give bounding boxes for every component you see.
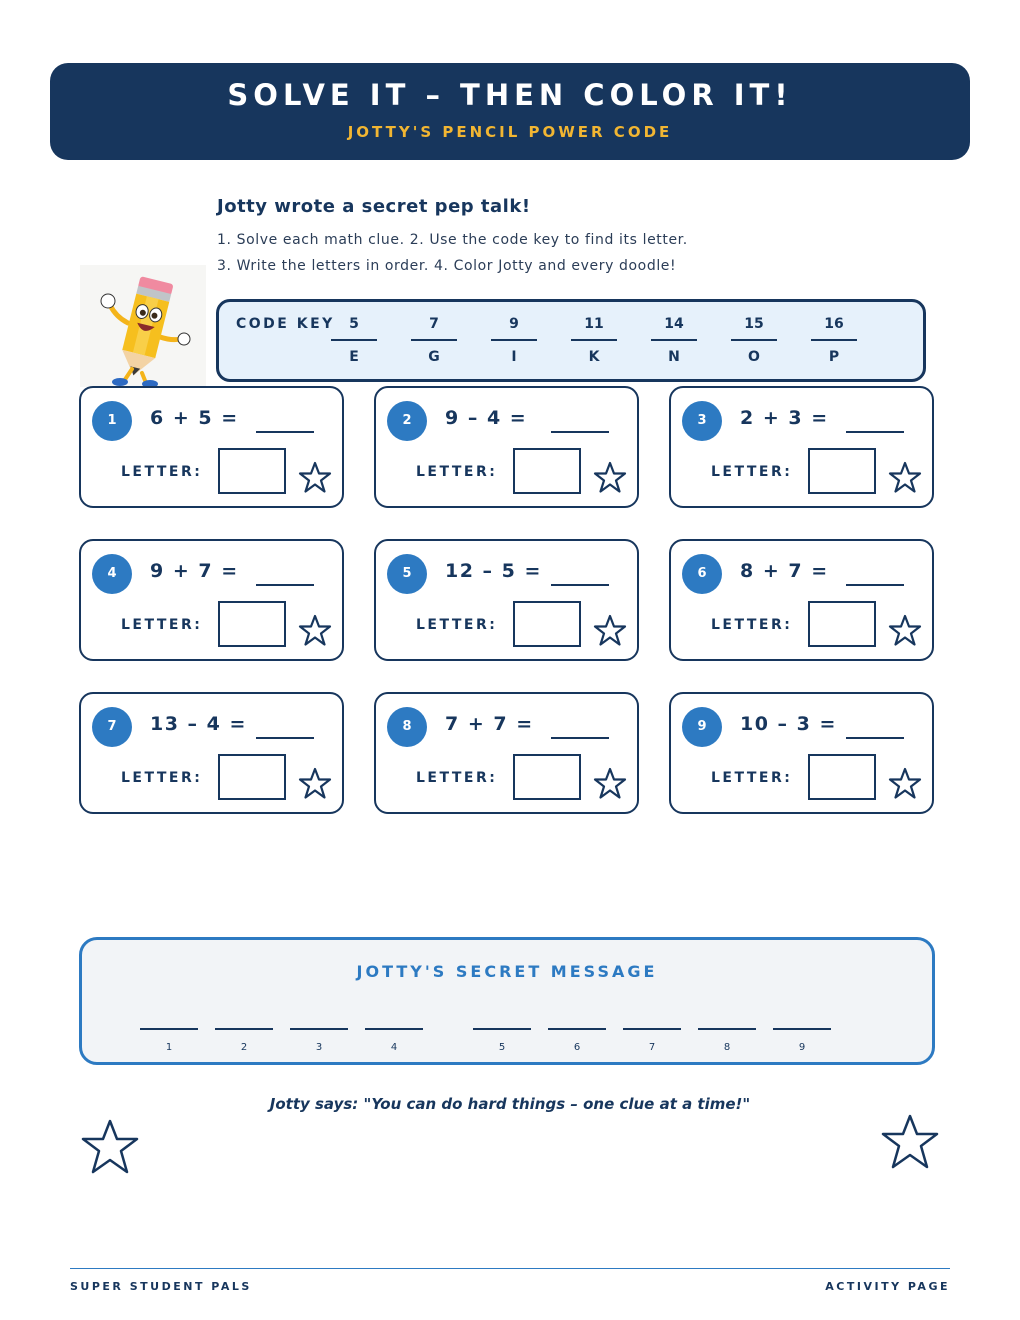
math-problem: 6 + 5 = bbox=[150, 407, 239, 429]
code-key-divider bbox=[491, 339, 537, 341]
code-key-number: 9 bbox=[509, 316, 519, 332]
slot-number: 5 bbox=[498, 1042, 506, 1053]
pencil-mascot-icon bbox=[80, 265, 206, 387]
math-problem: 13 – 4 = bbox=[150, 713, 247, 735]
star-icon[interactable] bbox=[80, 1118, 140, 1176]
letter-answer-box[interactable] bbox=[513, 601, 581, 647]
problem-card bbox=[374, 386, 639, 508]
letter-answer-box[interactable] bbox=[808, 754, 876, 800]
slot-number: 1 bbox=[165, 1042, 173, 1053]
problem-number-badge: 2 bbox=[387, 401, 427, 441]
slot-number: 6 bbox=[573, 1042, 581, 1053]
problem-card bbox=[669, 539, 934, 661]
code-key-divider bbox=[651, 339, 697, 341]
problem-card bbox=[669, 386, 934, 508]
star-icon[interactable] bbox=[298, 767, 332, 800]
letter-label: LETTER: bbox=[416, 617, 498, 633]
star-icon[interactable] bbox=[298, 614, 332, 647]
problem-card bbox=[79, 539, 344, 661]
message-slot[interactable] bbox=[548, 1028, 606, 1054]
page-subtitle: JOTTY'S PENCIL POWER CODE bbox=[347, 123, 673, 141]
code-key-letter: K bbox=[588, 349, 600, 365]
letter-answer-box[interactable] bbox=[218, 601, 286, 647]
code-key-entry bbox=[731, 315, 777, 366]
letter-answer-box[interactable] bbox=[218, 754, 286, 800]
code-key-letter: N bbox=[668, 349, 680, 365]
answer-blank[interactable] bbox=[256, 584, 314, 586]
slot-number: 8 bbox=[723, 1042, 731, 1053]
answer-blank[interactable] bbox=[256, 737, 314, 739]
answer-blank[interactable] bbox=[551, 737, 609, 739]
star-icon[interactable] bbox=[593, 767, 627, 800]
intro-title: Jotty wrote a secret pep talk! bbox=[217, 196, 531, 217]
answer-blank[interactable] bbox=[846, 584, 904, 586]
code-key-letter: O bbox=[748, 349, 760, 365]
letter-answer-box[interactable] bbox=[218, 448, 286, 494]
star-icon[interactable] bbox=[888, 767, 922, 800]
math-problem: 9 + 7 = bbox=[150, 560, 239, 582]
problem-card bbox=[79, 386, 344, 508]
letter-label: LETTER: bbox=[711, 464, 793, 480]
code-key-entry bbox=[491, 315, 537, 366]
code-key-divider bbox=[571, 339, 617, 341]
message-slot[interactable] bbox=[140, 1028, 198, 1054]
code-key-label: CODE KEY bbox=[236, 316, 335, 332]
problem-card bbox=[374, 539, 639, 661]
letter-answer-box[interactable] bbox=[513, 754, 581, 800]
problem-number-badge: 4 bbox=[92, 554, 132, 594]
star-icon[interactable] bbox=[593, 614, 627, 647]
math-problem: 12 – 5 = bbox=[445, 560, 542, 582]
code-key-number: 5 bbox=[349, 316, 359, 332]
instruction-line-2: 3. Write the letters in order. 4. Color Jotty and every doodle! bbox=[217, 258, 677, 274]
letter-answer-box[interactable] bbox=[808, 601, 876, 647]
code-key-number: 7 bbox=[429, 316, 439, 332]
math-problem: 10 – 3 = bbox=[740, 713, 837, 735]
star-icon[interactable] bbox=[880, 1113, 940, 1171]
code-key bbox=[216, 299, 926, 382]
code-key-letter: I bbox=[511, 349, 517, 365]
jotty-quote: Jotty says: "You can do hard things – one clue at a time!" bbox=[269, 1095, 751, 1113]
letter-label: LETTER: bbox=[416, 464, 498, 480]
code-key-entry bbox=[811, 315, 857, 366]
slot-number: 4 bbox=[390, 1042, 398, 1053]
math-problem: 2 + 3 = bbox=[740, 407, 829, 429]
code-key-number: 11 bbox=[584, 316, 604, 332]
problem-number-badge: 5 bbox=[387, 554, 427, 594]
message-slot[interactable] bbox=[290, 1028, 348, 1054]
code-key-letter: G bbox=[428, 349, 440, 365]
slot-number: 7 bbox=[648, 1042, 656, 1053]
footer-page-label: ACTIVITY PAGE bbox=[825, 1280, 950, 1293]
letter-label: LETTER: bbox=[711, 617, 793, 633]
problem-number-badge: 7 bbox=[92, 707, 132, 747]
star-icon[interactable] bbox=[593, 461, 627, 494]
code-key-number: 14 bbox=[664, 316, 684, 332]
star-icon[interactable] bbox=[888, 461, 922, 494]
code-key-entry bbox=[571, 315, 617, 366]
title-banner bbox=[50, 63, 970, 160]
letter-answer-box[interactable] bbox=[808, 448, 876, 494]
secret-message-panel bbox=[79, 937, 935, 1065]
code-key-entry bbox=[651, 315, 697, 366]
math-problem: 9 – 4 = bbox=[445, 407, 528, 429]
answer-blank[interactable] bbox=[846, 431, 904, 433]
code-key-divider bbox=[331, 339, 377, 341]
problem-number-badge: 6 bbox=[682, 554, 722, 594]
letter-answer-box[interactable] bbox=[513, 448, 581, 494]
code-key-number: 15 bbox=[744, 316, 764, 332]
answer-blank[interactable] bbox=[551, 584, 609, 586]
problem-number-badge: 3 bbox=[682, 401, 722, 441]
problem-number-badge: 1 bbox=[92, 401, 132, 441]
message-slot[interactable] bbox=[215, 1028, 273, 1054]
message-slot[interactable] bbox=[623, 1028, 681, 1054]
answer-blank[interactable] bbox=[846, 737, 904, 739]
footer-brand: SUPER STUDENT PALS bbox=[70, 1280, 252, 1293]
letter-label: LETTER: bbox=[121, 770, 203, 786]
instruction-line-1: 1. Solve each math clue. 2. Use the code key to find its letter. bbox=[217, 232, 688, 248]
letter-label: LETTER: bbox=[416, 770, 498, 786]
letter-label: LETTER: bbox=[121, 617, 203, 633]
code-key-number: 16 bbox=[824, 316, 844, 332]
slot-number: 3 bbox=[315, 1042, 323, 1053]
message-slot[interactable] bbox=[773, 1028, 831, 1054]
message-slot[interactable] bbox=[698, 1028, 756, 1054]
footer-divider bbox=[70, 1268, 950, 1269]
slot-number: 2 bbox=[240, 1042, 248, 1053]
code-key-letter: E bbox=[349, 349, 359, 365]
star-icon[interactable] bbox=[888, 614, 922, 647]
problem-card bbox=[669, 692, 934, 814]
code-key-divider bbox=[411, 339, 457, 341]
problem-card bbox=[79, 692, 344, 814]
code-key-divider bbox=[731, 339, 777, 341]
answer-blank[interactable] bbox=[256, 431, 314, 433]
secret-message-title: JOTTY'S SECRET MESSAGE bbox=[356, 962, 658, 981]
page-title: SOLVE IT – THEN COLOR IT! bbox=[227, 78, 793, 112]
letter-label: LETTER: bbox=[121, 464, 203, 480]
code-key-entry bbox=[411, 315, 457, 366]
problem-card bbox=[374, 692, 639, 814]
slot-number: 9 bbox=[798, 1042, 806, 1053]
problem-number-badge: 8 bbox=[387, 707, 427, 747]
code-key-entry bbox=[331, 315, 377, 366]
code-key-letter: P bbox=[828, 349, 840, 365]
problem-number-badge: 9 bbox=[682, 707, 722, 747]
math-problem: 7 + 7 = bbox=[445, 713, 534, 735]
code-key-divider bbox=[811, 339, 857, 341]
letter-label: LETTER: bbox=[711, 770, 793, 786]
answer-blank[interactable] bbox=[551, 431, 609, 433]
math-problem: 8 + 7 = bbox=[740, 560, 829, 582]
message-slot[interactable] bbox=[365, 1028, 423, 1054]
message-slot[interactable] bbox=[473, 1028, 531, 1054]
star-icon[interactable] bbox=[298, 461, 332, 494]
